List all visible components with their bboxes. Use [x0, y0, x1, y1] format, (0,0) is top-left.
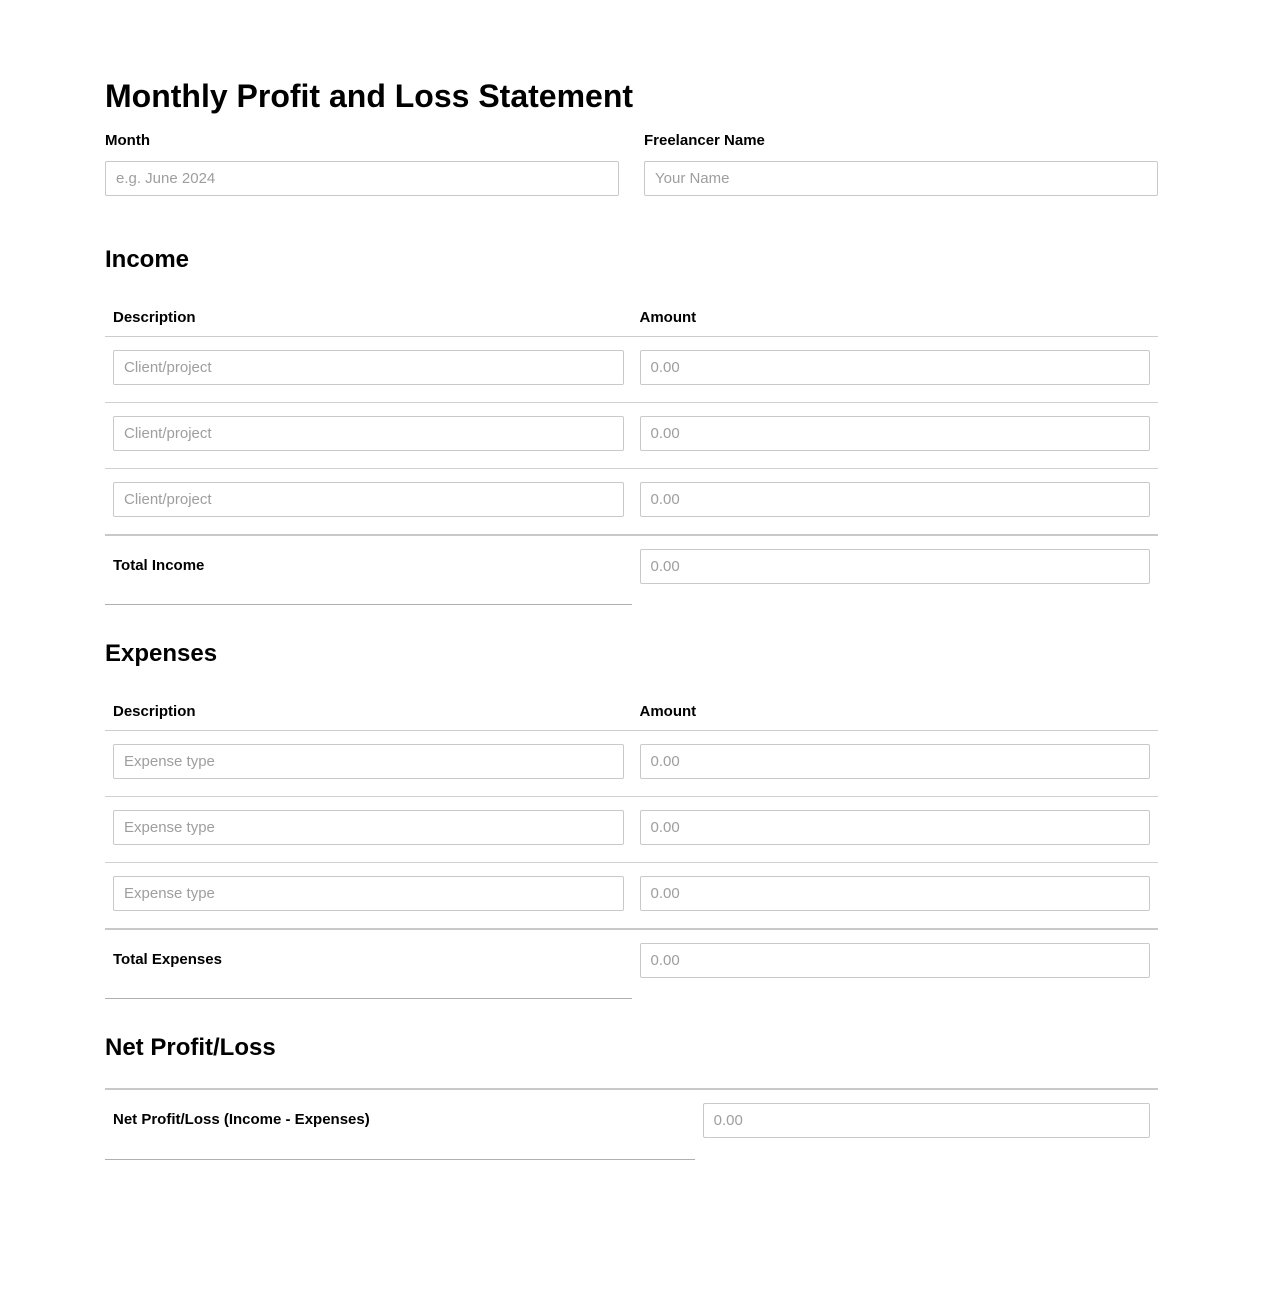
total-income-label: Total Income: [113, 557, 205, 575]
month-label: Month: [105, 131, 150, 149]
freelancer-name-input[interactable]: [644, 161, 1158, 196]
income-row: [105, 336, 1158, 402]
freelancer-name-field-group: [644, 133, 1158, 197]
net-profit-section-heading: Net Profit/Loss: [105, 1034, 276, 1062]
freelancer-name-label: Freelancer Name: [644, 131, 765, 149]
net-profit-row: [105, 1089, 1158, 1159]
net-profit-label: Net Profit/Loss (Income - Expenses): [113, 1111, 370, 1129]
income-header-row: [105, 294, 1158, 337]
profit-loss-form: [105, 0, 1158, 1160]
income-description-column-header: Description: [105, 294, 632, 337]
expenses-row: [105, 862, 1158, 929]
top-fields-row: [105, 133, 1158, 197]
income-description-input-3[interactable]: [113, 482, 624, 517]
expenses-header-row: [105, 688, 1158, 731]
total-expenses-input[interactable]: [640, 943, 1151, 978]
net-profit-table: [105, 1088, 1158, 1160]
total-expenses-label: Total Expenses: [113, 951, 222, 969]
net-profit-input[interactable]: [703, 1103, 1150, 1138]
expenses-description-column-header: Description: [105, 688, 632, 731]
income-section-heading: Income: [105, 246, 190, 274]
expense-amount-input-2[interactable]: [640, 810, 1151, 845]
expenses-table: [105, 688, 1158, 1000]
income-table: [105, 294, 1158, 606]
expenses-amount-column-header: Amount: [632, 688, 1159, 731]
income-total-row: [105, 535, 1158, 605]
income-amount-column-header: Amount: [632, 294, 1159, 337]
income-description-input-1[interactable]: [113, 350, 624, 385]
expense-description-input-3[interactable]: [113, 876, 624, 911]
expense-description-input-1[interactable]: [113, 744, 624, 779]
income-description-input-2[interactable]: [113, 416, 624, 451]
expenses-row: [105, 730, 1158, 796]
expenses-row: [105, 796, 1158, 862]
expense-amount-input-1[interactable]: [640, 744, 1151, 779]
page-title: Monthly Profit and Loss Statement: [105, 78, 634, 114]
income-amount-input-1[interactable]: [640, 350, 1151, 385]
expense-description-input-2[interactable]: [113, 810, 624, 845]
total-income-input[interactable]: [640, 549, 1151, 584]
expenses-total-row: [105, 929, 1158, 999]
expenses-section-heading: Expenses: [105, 640, 218, 668]
month-field-group: [105, 133, 619, 197]
month-input[interactable]: [105, 161, 619, 196]
income-amount-input-3[interactable]: [640, 482, 1151, 517]
income-row: [105, 402, 1158, 468]
expense-amount-input-3[interactable]: [640, 876, 1151, 911]
income-row: [105, 468, 1158, 535]
income-amount-input-2[interactable]: [640, 416, 1151, 451]
